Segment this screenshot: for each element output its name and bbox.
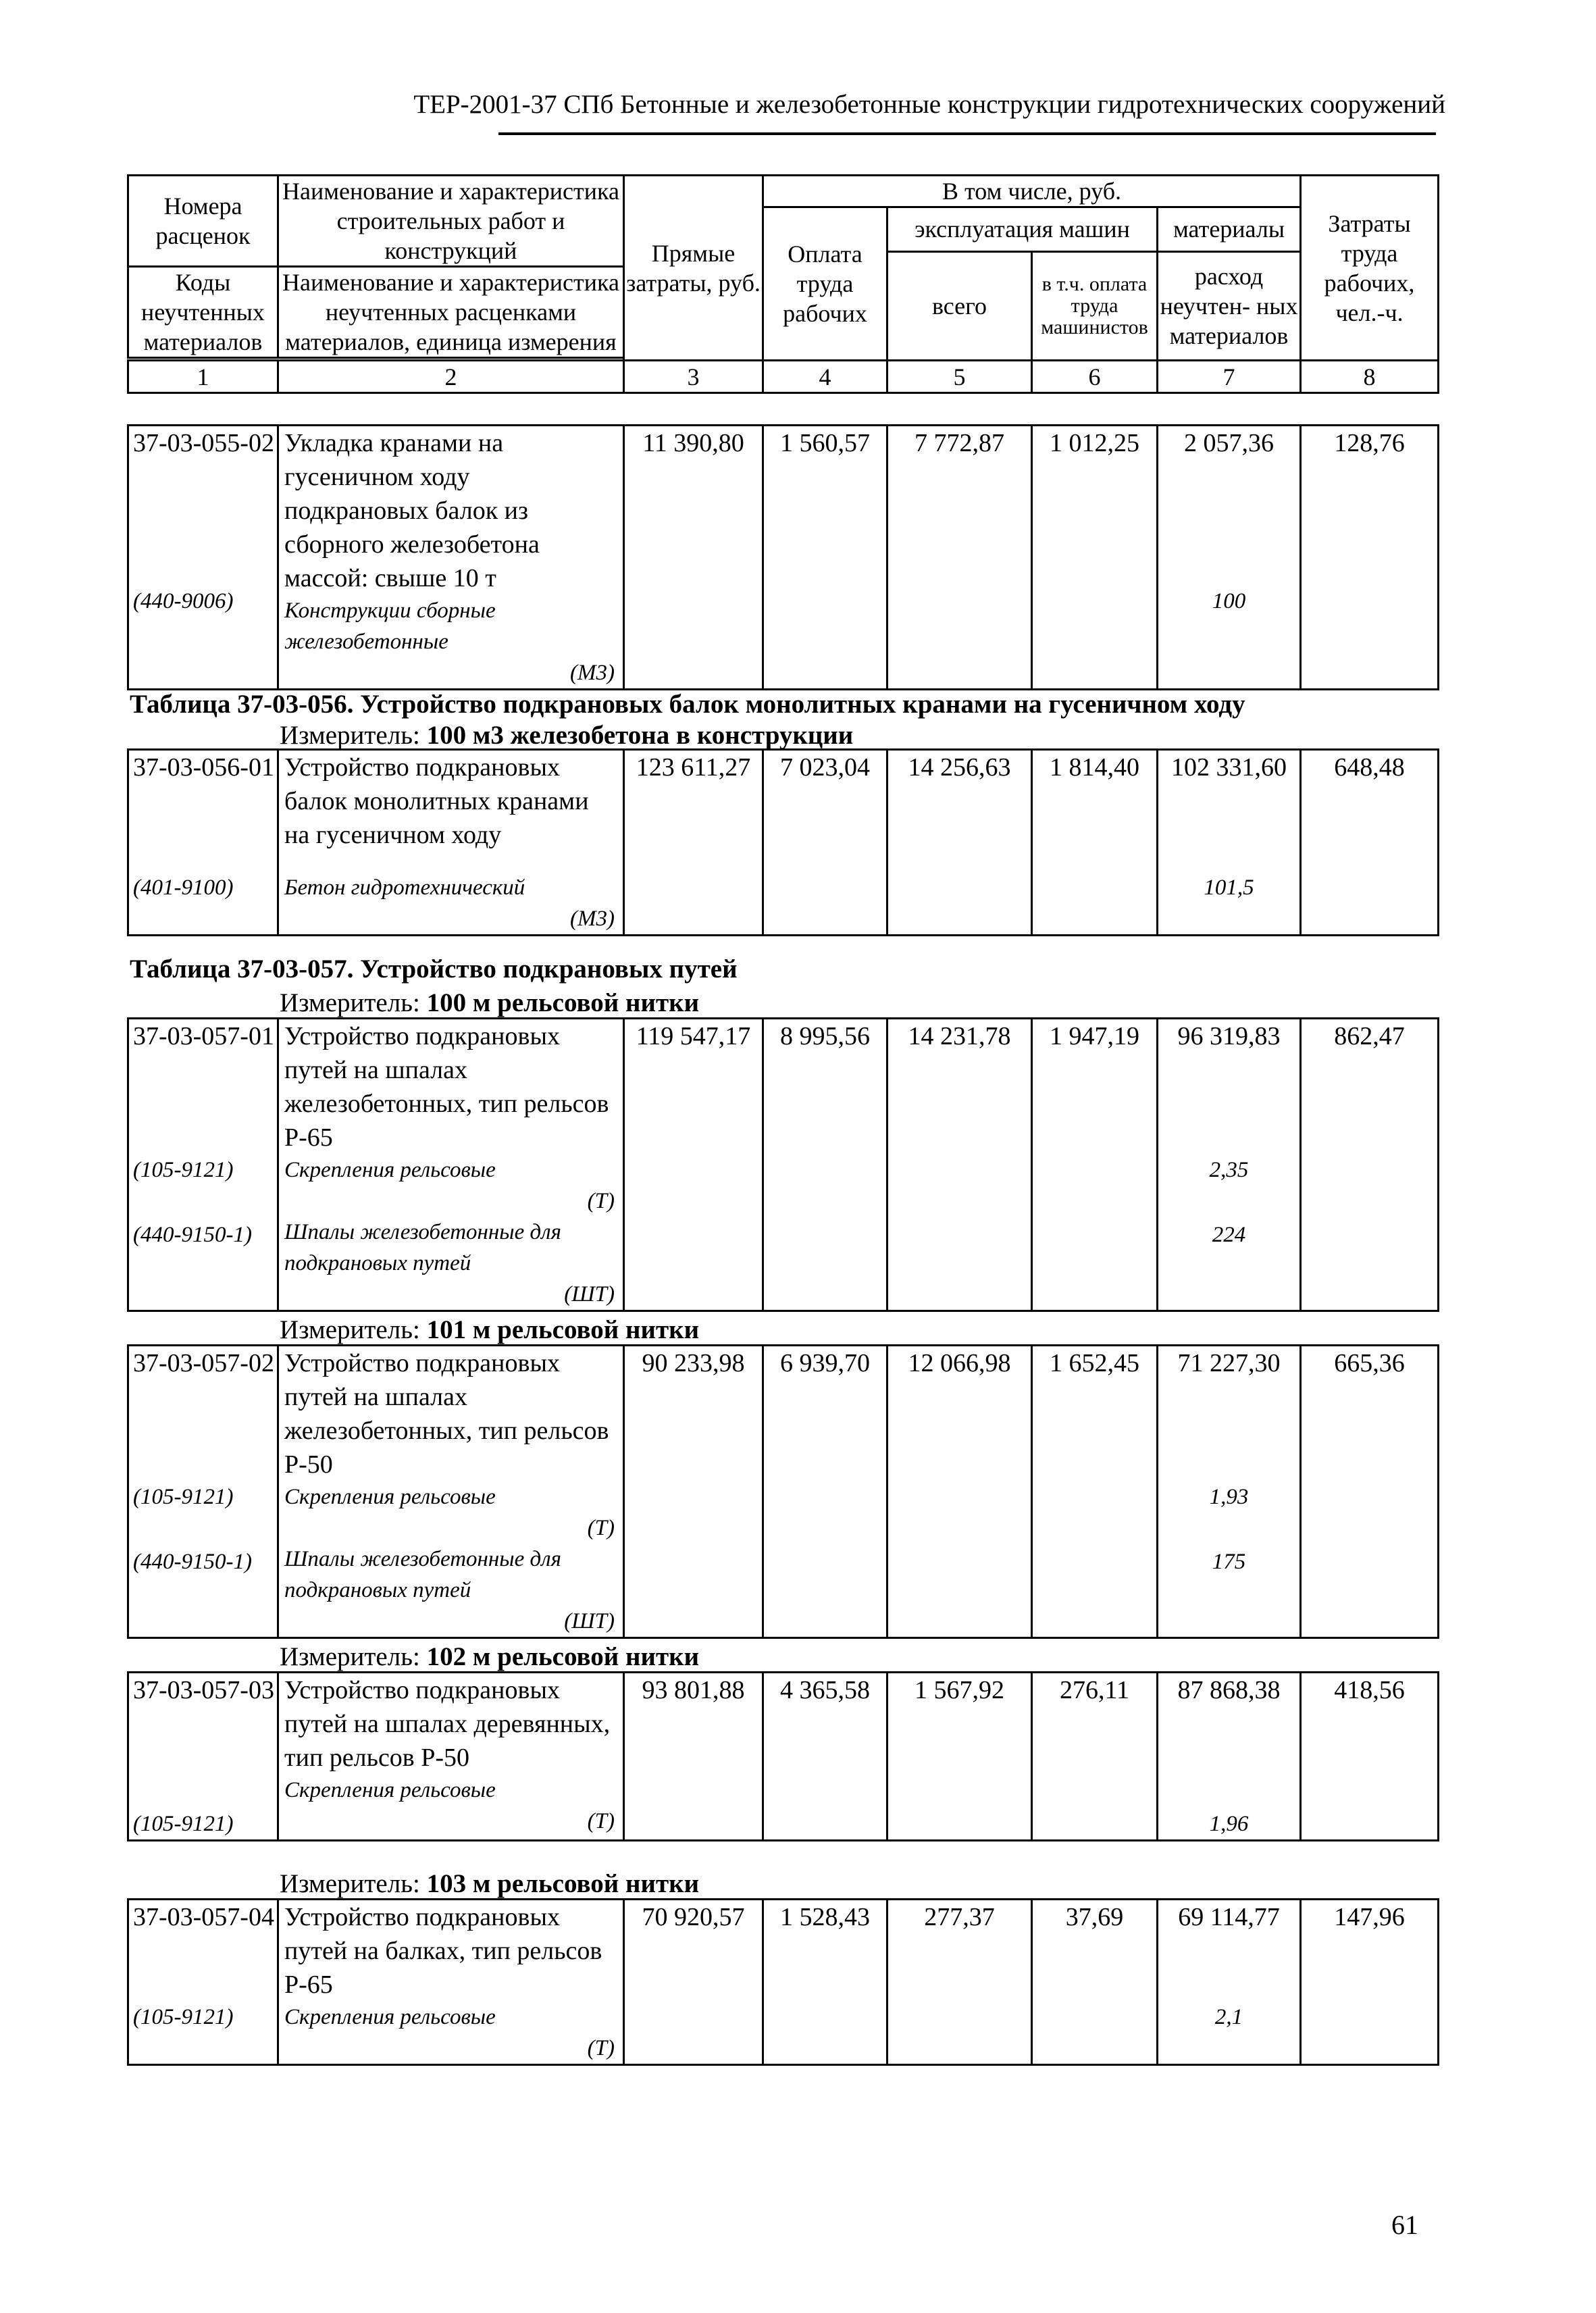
col-number-3: 3: [624, 361, 763, 393]
labor-hours: 147,96: [1301, 1900, 1439, 2065]
labor-hours: 648,48: [1301, 750, 1439, 936]
rate-code: [128, 1900, 278, 2065]
material-name: Скрепления рельсовые: [284, 2005, 496, 2029]
direct-costs: 123 611,27: [624, 750, 763, 936]
material-qty: 2,35: [1209, 1158, 1249, 1182]
labor-pay: 4 365,58: [763, 1673, 887, 1841]
col-2-top-header: Наименование и характеристика строительных работ и конструкций: [278, 176, 624, 267]
col-3-header: Прямые затраты, руб.: [624, 176, 763, 361]
materials-cell: [1158, 1346, 1301, 1638]
row-057-04-measure: [280, 1869, 699, 1899]
col-5-header: всего: [887, 251, 1032, 361]
labor-pay: 6 939,70: [763, 1346, 887, 1638]
col-number-6: 6: [1032, 361, 1158, 393]
col-1-top-header: Номера расценок: [128, 176, 278, 267]
material-qty: 224: [1212, 1223, 1246, 1247]
measure-unit: 102 м рельсовой нитки: [426, 1642, 700, 1671]
col-6-header: в т.ч. оплата труда машинистов: [1032, 251, 1158, 361]
materials-header: материалы: [1158, 207, 1301, 252]
rate-block-057-04: [127, 1898, 1439, 2066]
machines-header: эксплуатация машин: [887, 207, 1158, 252]
machines-labor: 276,11: [1032, 1673, 1158, 1841]
direct-costs: 93 801,88: [624, 1673, 763, 1841]
rate-block-057-01: [127, 1017, 1439, 1312]
material-unit: (М3): [570, 907, 615, 931]
row-057-03-measure: [280, 1642, 699, 1672]
rate-code-text: 37-03-055-02: [133, 429, 274, 457]
measure-unit: 103 м рельсовой нитки: [426, 1869, 700, 1898]
labor-hours: 665,36: [1301, 1346, 1439, 1638]
table-056-measure: [280, 720, 853, 751]
direct-costs: 11 390,80: [624, 426, 763, 690]
measure-prefix: Измеритель:: [280, 1642, 427, 1671]
direct-costs: 90 233,98: [624, 1346, 763, 1638]
rate-block-055-02: [127, 424, 1439, 690]
labor-hours: 128,76: [1301, 426, 1439, 690]
materials-cell: [1158, 750, 1301, 936]
col-1-bottom-header: Коды неучтенных материалов: [128, 267, 278, 358]
machines-labor: 37,69: [1032, 1900, 1158, 2065]
material-name: Шпалы железобетонные для подкрановых путей: [284, 1220, 561, 1275]
material-name: Шпалы железобетонные для подкрановых путей: [284, 1547, 561, 1602]
material-unit: (Т): [587, 1189, 615, 1213]
header-rule: [498, 132, 1436, 135]
materials-value: 2 057,36: [1184, 429, 1274, 457]
material-unit: (Т): [587, 2036, 615, 2060]
material-qty: 2,1: [1214, 2005, 1243, 2029]
rate-name: Устройство подкрановых балок монолитных кранами на гусеничном ходу: [284, 753, 589, 849]
materials-cell: [1158, 1900, 1301, 2065]
materials-cell: [1158, 1019, 1301, 1311]
material-name: Скрепления рельсовые: [284, 1158, 496, 1182]
labor-pay: 1 560,57: [763, 426, 887, 690]
col-4-header: Оплата труда рабочих: [763, 207, 887, 361]
material-name: Скрепления рельсовые: [284, 1778, 496, 1802]
machines-labor: 1 652,45: [1032, 1346, 1158, 1638]
material-unit: (ШТ): [564, 1609, 615, 1633]
rate-code: [128, 426, 278, 690]
material-code: (105-9121): [133, 1812, 234, 1836]
machines-total: 1 567,92: [887, 1673, 1032, 1841]
material-code: (401-9100): [133, 875, 234, 900]
labor-hours: 418,56: [1301, 1673, 1439, 1841]
rate-block-057-02: [127, 1344, 1439, 1639]
machines-total: 12 066,98: [887, 1346, 1032, 1638]
rate-description: [278, 750, 624, 936]
rate-code-text: 37-03-056-01: [133, 753, 274, 782]
rate-code: [128, 1673, 278, 1841]
rate-code: [128, 750, 278, 936]
materials-cell: [1158, 1673, 1301, 1841]
materials-value: 71 227,30: [1177, 1349, 1281, 1377]
measure-prefix: Измеритель:: [280, 1869, 427, 1898]
measure-prefix: Измеритель:: [280, 721, 427, 750]
labor-pay: 1 528,43: [763, 1900, 887, 2065]
col-number-4: 4: [763, 361, 887, 393]
col-8-header: Затраты труда рабочих, чел.-ч.: [1301, 176, 1439, 361]
col-2-bottom-header: Наименование и характеристика неучтенных расценками материалов, единица измерения: [278, 267, 624, 358]
rate-block-057-03: [127, 1671, 1439, 1841]
measure-prefix: Измеритель:: [280, 988, 427, 1017]
material-unit: (ШТ): [564, 1282, 615, 1306]
machines-total: 277,37: [887, 1900, 1032, 2065]
rate-code-text: 37-03-057-03: [133, 1676, 274, 1704]
labor-pay: 8 995,56: [763, 1019, 887, 1311]
col-number-5: 5: [887, 361, 1032, 393]
rate-code: [128, 1019, 278, 1311]
material-code: (440-9150-1): [133, 1550, 252, 1574]
rate-description: [278, 1900, 624, 2065]
column-header-table: [127, 174, 1439, 394]
materials-cell: [1158, 426, 1301, 690]
direct-costs: 70 920,57: [624, 1900, 763, 2065]
labor-pay: 7 023,04: [763, 750, 887, 936]
col-number-1: 1: [128, 361, 278, 393]
measure-unit: 101 м рельсовой нитки: [426, 1315, 700, 1344]
material-code: (440-9006): [133, 589, 234, 613]
rate-code: [128, 1346, 278, 1638]
measure-prefix: Измеритель:: [280, 1315, 427, 1344]
machines-total: 7 772,87: [887, 426, 1032, 690]
col-7-header: расход неучтен- ных материалов: [1158, 251, 1301, 361]
rate-description: [278, 1346, 624, 1638]
rate-name: Устройство подкрановых путей на шпалах железобетонных, тип рельсов Р-65: [284, 1022, 609, 1152]
rate-name: Укладка кранами на гусеничном ходу подкрановых балок из сборного железобетона массой: свыше 10 т: [284, 429, 540, 592]
material-code: (105-9121): [133, 1485, 234, 1509]
rate-description: [278, 1019, 624, 1311]
materials-value: 102 331,60: [1171, 753, 1287, 782]
row-057-01-measure: [280, 988, 699, 1018]
material-code: (105-9121): [133, 1158, 234, 1182]
material-unit: (Т): [587, 1516, 615, 1540]
rate-name: Устройство подкрановых путей на шпалах железобетонных, тип рельсов Р-50: [284, 1349, 609, 1479]
measure-unit: 100 м3 железобетона в конструкции: [426, 721, 854, 750]
material-qty: 101,5: [1204, 875, 1254, 900]
material-qty: 1,96: [1209, 1812, 1249, 1836]
machines-labor: 1 947,19: [1032, 1019, 1158, 1311]
material-qty: 175: [1212, 1550, 1246, 1574]
materials-value: 96 319,83: [1177, 1022, 1281, 1050]
rate-name: Устройство подкрановых путей на балках, тип рельсов Р-65: [284, 1903, 602, 1999]
materials-value: 87 868,38: [1177, 1676, 1281, 1704]
group-header: В том числе, руб.: [763, 176, 1301, 207]
machines-total: 14 256,63: [887, 750, 1032, 936]
machines-labor: 1 012,25: [1032, 426, 1158, 690]
material-name: Скрепления рельсовые: [284, 1485, 496, 1509]
table-056-title: Таблица 37-03-056. Устройство подкрановых балок монолитных кранами на гусеничном ходу: [130, 690, 1245, 719]
rate-name: Устройство подкрановых путей на шпалах деревянных, тип рельсов Р-50: [284, 1676, 611, 1772]
material-code: (105-9121): [133, 2005, 234, 2029]
col-number-8: 8: [1301, 361, 1439, 393]
direct-costs: 119 547,17: [624, 1019, 763, 1311]
material-code: (440-9150-1): [133, 1223, 252, 1247]
measure-unit: 100 м рельсовой нитки: [426, 988, 700, 1017]
rate-code-text: 37-03-057-01: [133, 1022, 274, 1050]
rate-description: [278, 426, 624, 690]
labor-hours: 862,47: [1301, 1019, 1439, 1311]
material-qty: 1,93: [1209, 1485, 1249, 1509]
document-header: ТЕР-2001-37 СПб Бетонные и железобетонные конструкции гидротехнических сооружений: [413, 90, 1445, 119]
material-qty: 100: [1212, 589, 1246, 613]
col-number-2: 2: [278, 361, 624, 393]
row-057-02-measure: [280, 1315, 699, 1345]
material-unit: (М3): [570, 661, 615, 685]
col-number-7: 7: [1158, 361, 1301, 393]
rate-description: [278, 1673, 624, 1841]
machines-labor: 1 814,40: [1032, 750, 1158, 936]
rate-block-056-01: [127, 748, 1439, 936]
material-name: Конструкции сборные железобетонные: [284, 599, 496, 654]
rate-code-text: 37-03-057-02: [133, 1349, 274, 1377]
table-057-title: Таблица 37-03-057. Устройство подкрановых путей: [130, 955, 738, 984]
material-unit: (Т): [587, 1809, 615, 1833]
page-number: 61: [1391, 2210, 1418, 2240]
materials-value: 69 114,77: [1178, 1903, 1280, 1931]
rate-code-text: 37-03-057-04: [133, 1903, 274, 1931]
machines-total: 14 231,78: [887, 1019, 1032, 1311]
material-name: Бетон гидротехнический: [284, 875, 525, 900]
